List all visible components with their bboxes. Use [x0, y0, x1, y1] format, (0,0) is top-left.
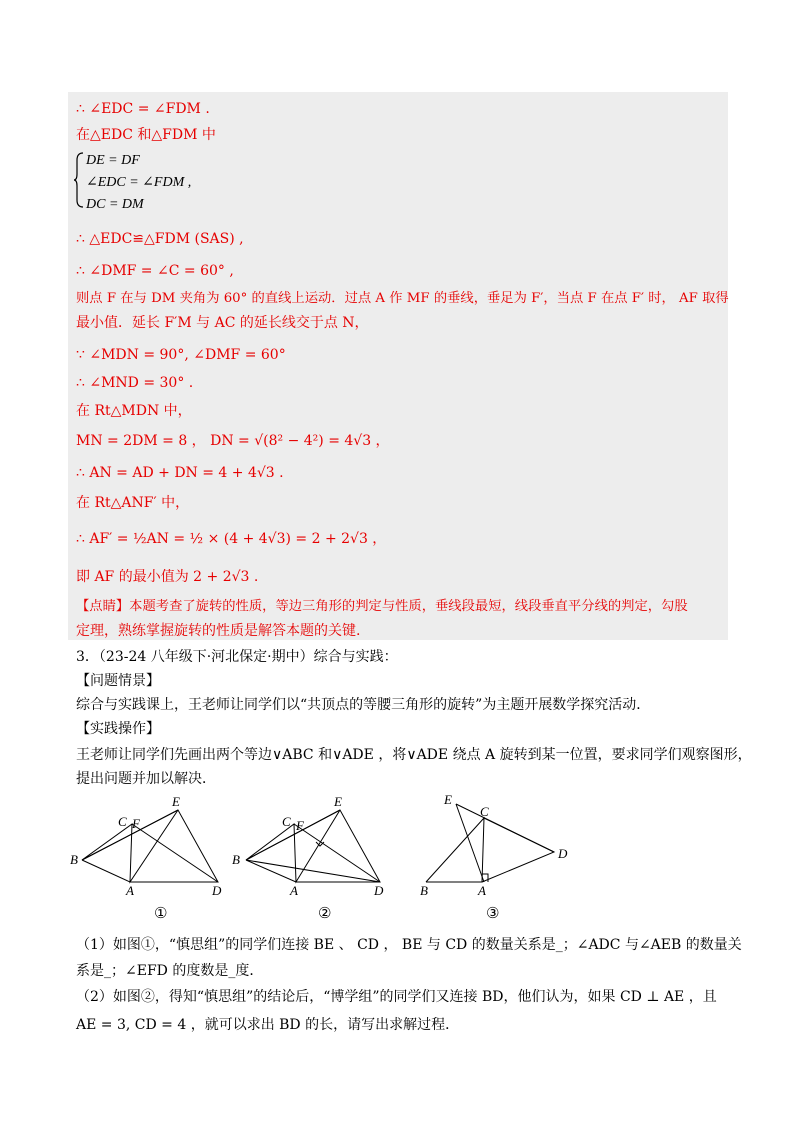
problem-header: 3．（23-24 八年级下·河北保定·期中）综合与实践：	[76, 649, 398, 665]
solution-line-11: ∴ ∠MND = 30° .	[76, 375, 194, 391]
fig1-point-C: C	[118, 814, 127, 829]
solution-line-10: ∵ ∠MDN = 90°, ∠DMF = 60°	[76, 347, 286, 363]
section-problem-situation: 【问题情景】	[76, 673, 160, 689]
solution-line-8: 则点 F 在与 DM 夹角为 60° 的直线上运动．过点 A 作 MF 的垂线，垂足为 F′，当点 F 在点 F′ 时， AF 取得	[76, 291, 729, 306]
question-2b: AE = 3, CD = 4 ，就可以求出 BD 的长，请写出求解过程．	[76, 1017, 460, 1033]
solution-line-17: 即 AF 的最小值为 2 + 2√3 .	[76, 569, 259, 585]
figure-2-label: ②	[318, 904, 332, 922]
solution-note-1: 【点睛】本题考查了旋转的性质，等边三角形的判定与性质，垂线段最短，线段垂直平分线的判定，勾股	[76, 599, 688, 614]
fig1-point-F: F	[132, 816, 140, 831]
fig3-point-A: A	[478, 883, 486, 898]
system-brace	[74, 152, 84, 208]
solution-line-1: ∴ ∠EDC = ∠FDM .	[76, 101, 210, 117]
section-practice: 【实践操作】	[76, 721, 160, 737]
solution-line-7: ∴ ∠DMF = ∠C = 60° ,	[76, 263, 234, 279]
problem-paragraph-1: 综合与实践课上，王老师让同学们以“共顶点的等腰三角形的旋转”为主题开展数学探究活动．	[76, 697, 651, 713]
figure-3-label: ③	[486, 904, 500, 922]
fig2-point-D: D	[374, 883, 384, 898]
fig1-point-B: B	[70, 852, 78, 867]
question-1a: （1）如图①，“慎思组”的同学们连接 BE 、 CD ， BE 与 CD 的数量关系是_；∠ADC 与∠AEB 的数量关	[76, 937, 742, 953]
figure-1-label: ①	[154, 904, 168, 922]
question-1b: 系是_；∠EFD 的度数是_度．	[76, 963, 264, 979]
fig3-point-D: D	[558, 846, 568, 861]
fig1-point-E: E	[172, 794, 180, 809]
fig3-point-E: E	[444, 792, 452, 807]
solution-line-16: ∴ AF′ = ½AN = ½ × (4 + 4√3) = 2 + 2√3 ，	[76, 531, 387, 547]
figure-1	[70, 788, 230, 928]
system-eq-2: ∠EDC = ∠FDM ,	[86, 175, 192, 190]
system-eq-3: DC = DM	[86, 197, 144, 212]
solution-line-9: 最小值．延长 F′M 与 AC 的延长线交于点 N，	[76, 315, 369, 331]
solution-line-14: ∴ AN = AD + DN = 4 + 4√3 .	[76, 465, 284, 481]
problem-paragraph-2a: 王老师让同学们先画出两个等边∨ABC 和∨ADE ，将∨ADE 绕点 A 旋转到某一位置，要求同学们观察图形，	[76, 747, 752, 763]
fig2-point-F: F	[296, 818, 304, 833]
system-eq-1: DE = DF	[86, 153, 140, 168]
solution-line-2: 在△EDC 和△FDM 中	[76, 127, 216, 143]
solution-line-6: ∴ △EDC≌△FDM (SAS) ,	[76, 231, 244, 247]
fig2-point-E: E	[334, 794, 342, 809]
fig3-point-B: B	[420, 883, 428, 898]
problem-paragraph-2b: 提出问题并加以解决．	[76, 771, 216, 787]
fig3-point-C: C	[480, 804, 489, 819]
fig2-point-B: B	[232, 852, 240, 867]
fig1-point-A: A	[126, 883, 134, 898]
solution-note-2: 定理，熟练掌握旋转的性质是解答本题的关键.	[76, 623, 361, 639]
fig2-point-C: C	[282, 814, 291, 829]
solution-line-13: MN = 2DM = 8 ， DN = √(8² − 4²) = 4√3 ，	[76, 433, 390, 449]
question-2a: （2）如图②，得知“慎思组”的结论后，“博学组”的同学们又连接 BD，他们认为，如果 CD ⊥ AE ，且	[76, 989, 717, 1005]
solution-line-12: 在 Rt△MDN 中，	[76, 403, 192, 419]
fig1-point-D: D	[212, 883, 222, 898]
fig2-point-A: A	[290, 883, 298, 898]
solution-line-15: 在 Rt△ANF′ 中，	[76, 495, 190, 511]
figure-2	[232, 788, 392, 928]
